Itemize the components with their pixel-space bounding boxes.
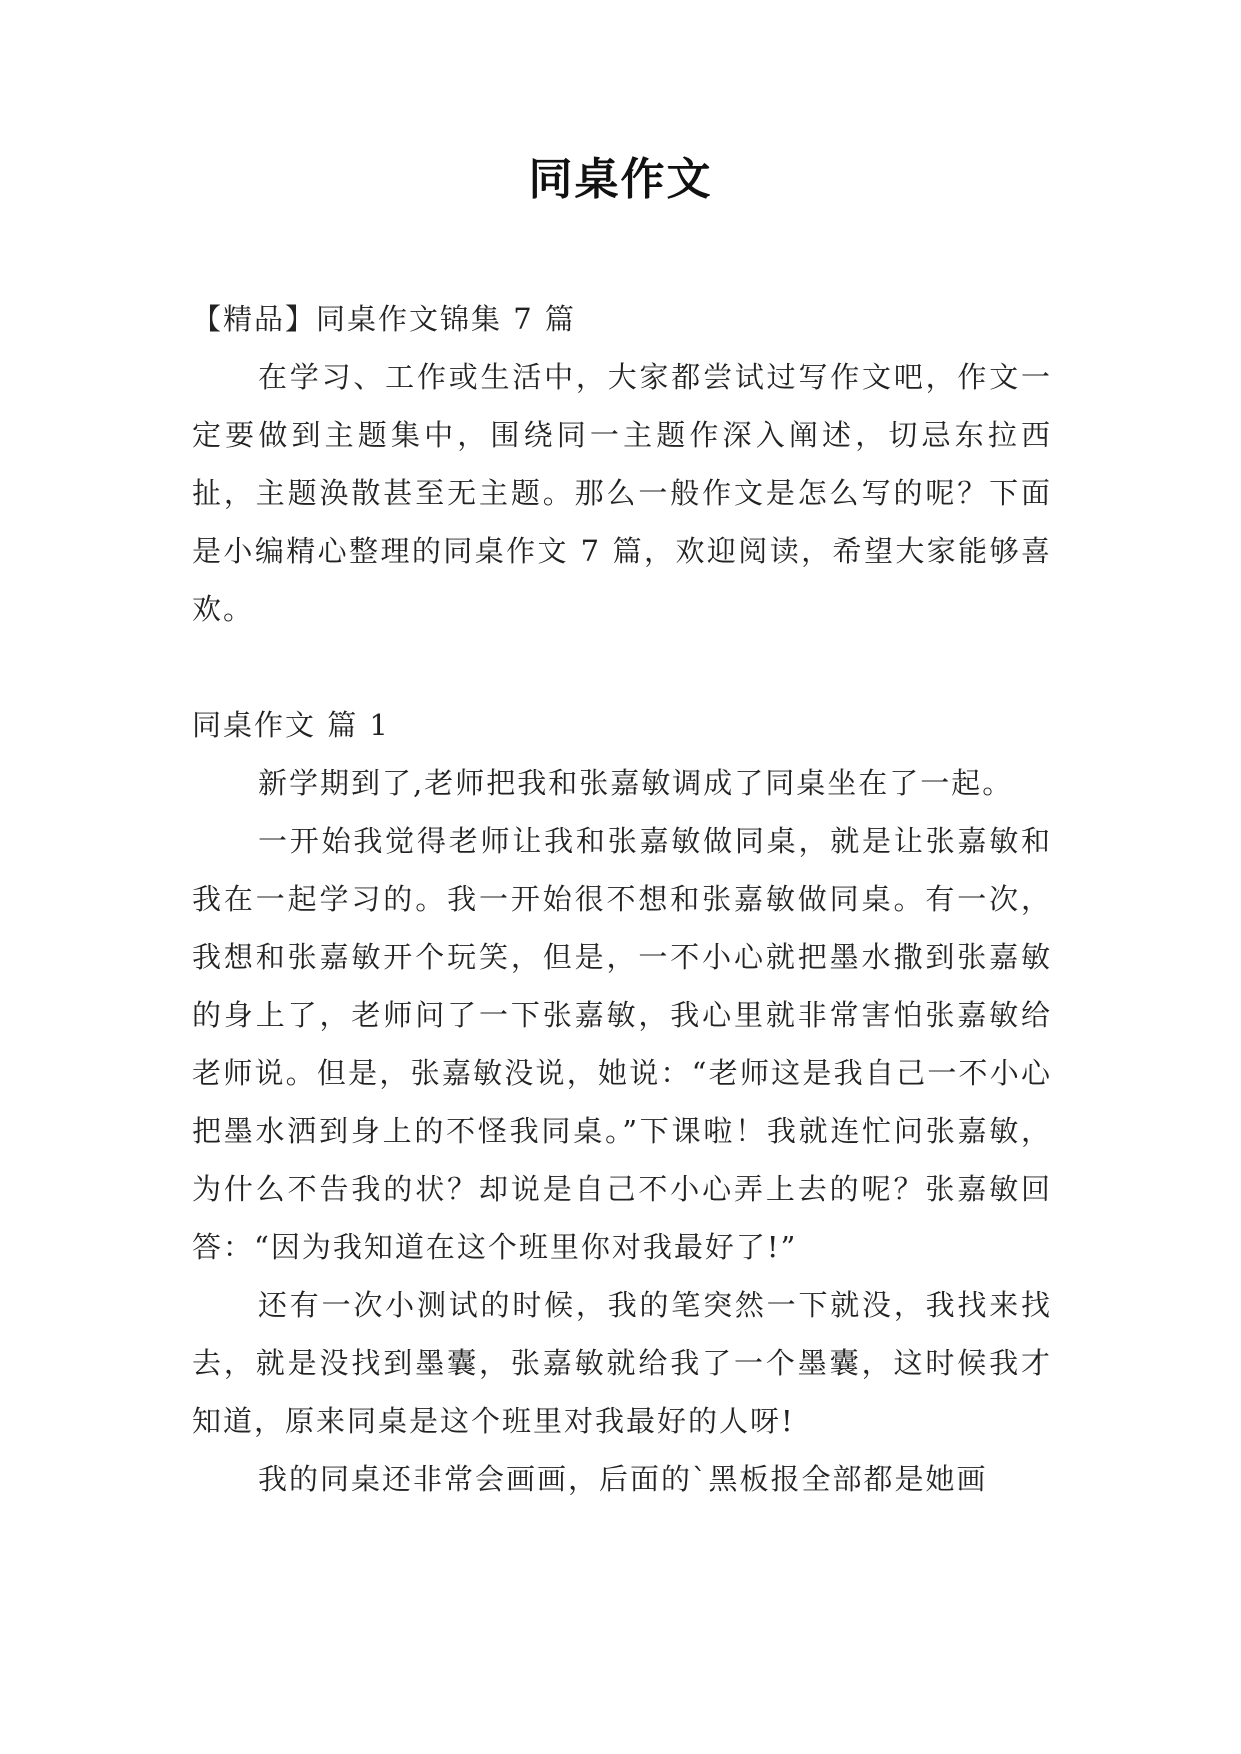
paragraph: 还有一次小测试的时候，我的笔突然一下就没，我找来找去，就是没找到墨囊，张嘉敏就给我了一个墨囊，这时候我才知道，原来同桌是这个班里对我最好的人呀! (192, 1288, 1052, 1438)
paragraph: 我的同桌还非常会画画，后面的`黑板报全部都是她画 (258, 1462, 988, 1496)
subtitle: 【精品】同桌作文锦集 7 篇 (192, 302, 576, 336)
paragraph: 一开始我觉得老师让我和张嘉敏做同桌，就是让张嘉敏和我在一起学习的。我一开始很不想和张嘉敏做同桌。有一次，我想和张嘉敏开个玩笑，但是，一不小心就把墨水撒到张嘉敏的身上了，老师问了一下张嘉敏，我心里就非常害怕张嘉敏给老师说。但是，张嘉敏没说，她说：“老师这是我自己一不小心把墨水洒到身上的不怪我同桌。”下课啦！我就连忙问张嘉敏，为什么不告我的状？却说是自己不小心弄上去的呢？张嘉敏回答：“因为我知道在这个班里你对我最好了!” (192, 824, 1052, 1264)
section-heading: 同桌作文 篇 1 (192, 708, 390, 742)
paragraph: 新学期到了,老师把我和张嘉敏调成了同桌坐在了一起。 (258, 766, 1014, 800)
document-body (192, 290, 1052, 1508)
intro-paragraph: 在学习、工作或生活中，大家都尝试过写作文吧，作文一定要做到主题集中，围绕同一主题作深入阐述，切忌东拉西扯，主题涣散甚至无主题。那么一般作文是怎么写的呢？下面是小编精心整理的同桌作文 7 篇，欢迎阅读，希望大家能够喜欢。 (192, 360, 1052, 626)
page-title: 同桌作文 (528, 154, 713, 205)
